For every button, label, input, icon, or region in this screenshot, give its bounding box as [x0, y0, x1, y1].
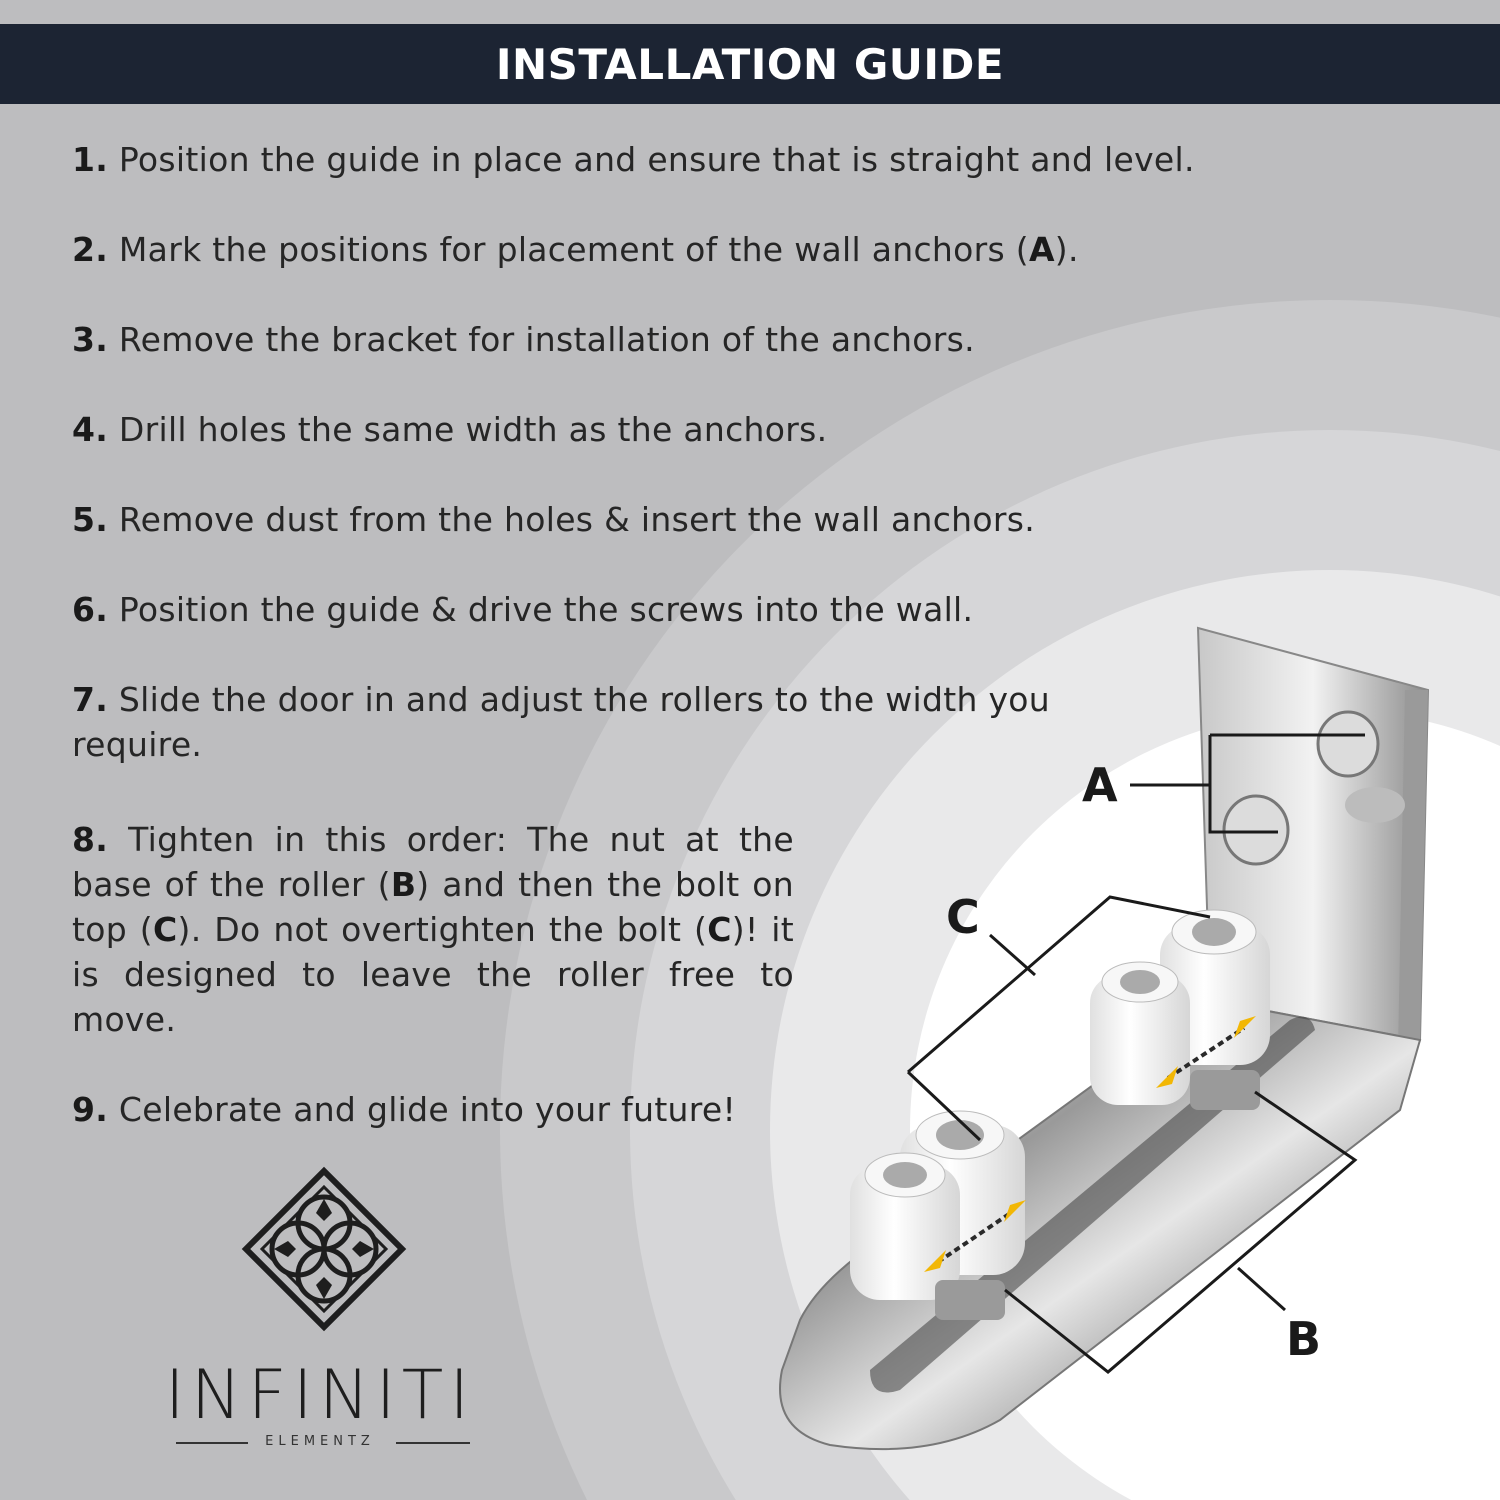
step-text: Slide the door in and adjust the rollers to the width you require. — [72, 680, 1050, 764]
step-text: )! it is designed to leave the roller free to move. — [72, 910, 794, 1039]
step-text: ). — [1054, 230, 1079, 269]
step-text: ). Do not overtighten the bolt ( — [177, 910, 708, 949]
callout-ref: A — [1028, 230, 1055, 269]
step-text: ) and then the bolt on top ( — [72, 865, 795, 949]
logo-subtitle: ELEMENTZ — [265, 1434, 375, 1449]
step-text: Position the guide & drive the screws into the wall. — [118, 590, 974, 629]
logo-wordmark: INFINITI — [164, 1356, 476, 1435]
callout-ref: C — [152, 910, 178, 949]
step-number: 9. — [72, 1090, 109, 1129]
callout-ref: C — [707, 910, 732, 949]
step-2 — [72, 227, 1079, 272]
step-number: 8. — [72, 820, 109, 859]
logo-rule-left — [176, 1442, 248, 1444]
step-1 — [72, 137, 1195, 182]
step-text: Remove dust from the holes & insert the wall anchors. — [118, 500, 1036, 539]
step-4 — [72, 407, 827, 452]
step-number: 3. — [72, 320, 109, 359]
step-text: Tighten in this order: The nut at the base of the roller ( — [72, 820, 795, 904]
step-number: 5. — [72, 500, 109, 539]
logo-rule-right — [396, 1442, 470, 1444]
callout-a: A — [1082, 758, 1118, 812]
step-text: Drill holes the same width as the anchors. — [118, 410, 828, 449]
step-number: 7. — [72, 680, 109, 719]
step-text: Mark the positions for placement of the wall anchors ( — [118, 230, 1029, 269]
step-5 — [72, 497, 1035, 542]
step-9 — [72, 1087, 736, 1132]
step-number: 1. — [72, 140, 109, 179]
callout-c: C — [946, 890, 980, 944]
step-8 — [72, 817, 794, 1042]
callout-b: B — [1286, 1312, 1322, 1366]
header-bar — [0, 24, 1500, 104]
step-text: Position the guide in place and ensure that is straight and level. — [118, 140, 1195, 179]
infiniti-logo-icon — [240, 1165, 408, 1333]
step-number: 2. — [72, 230, 109, 269]
callout-ref: B — [390, 865, 417, 904]
step-3 — [72, 317, 975, 362]
page-title: INSTALLATION GUIDE — [495, 39, 1005, 89]
step-number: 4. — [72, 410, 109, 449]
step-number: 6. — [72, 590, 109, 629]
floor-guide-illustration — [760, 610, 1480, 1470]
step-text: Celebrate and glide into your future! — [118, 1090, 737, 1129]
step-text: Remove the bracket for installation of the anchors. — [118, 320, 975, 359]
